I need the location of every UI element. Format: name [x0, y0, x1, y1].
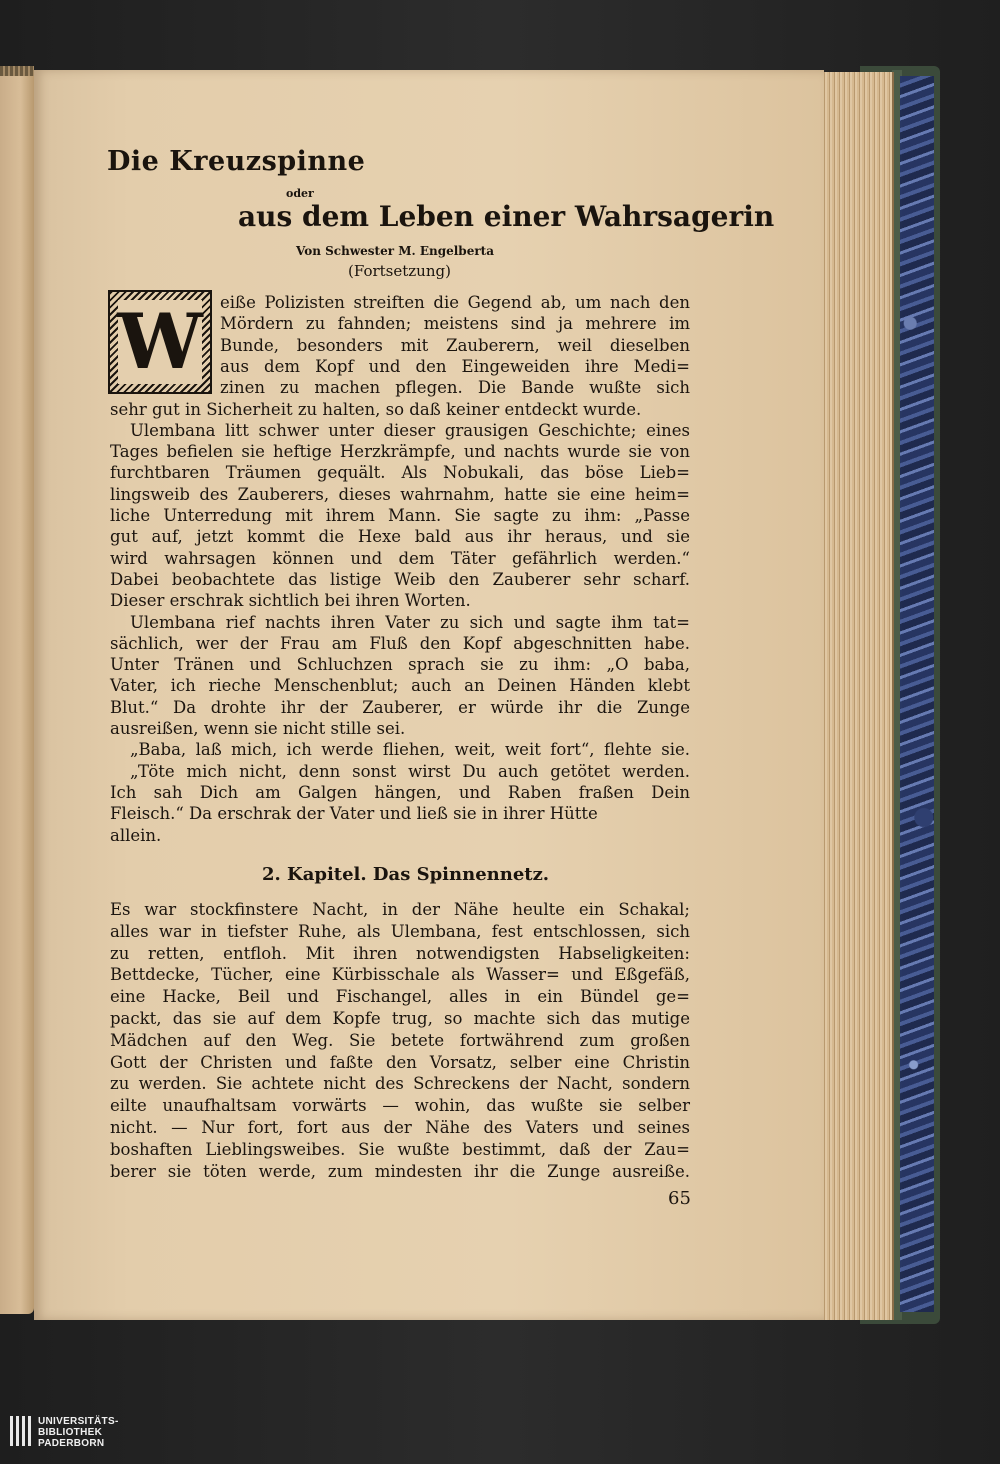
- text-line: Ich sah Dich am Galgen hängen, und Raben fraßen Dein: [110, 782, 690, 802]
- text-line: gut auf, jetzt kommt die Hexe bald aus ihr heraus, und sie: [110, 527, 690, 547]
- text-line: Gott der Christen und faßte den Vorsatz, selber eine Christin: [110, 1052, 690, 1072]
- continuation-note: (Fortsetzung): [348, 262, 451, 280]
- text-line: eine Hacke, Beil und Fischangel, alles in ein Bündel ge=: [110, 987, 690, 1007]
- text-line: zu retten, entfloh. Mit ihren notwendigsten Habseligkeiten:: [110, 943, 690, 963]
- library-logo-text: [38, 1416, 119, 1449]
- author-byline: Von Schwester M. Engelberta: [296, 244, 494, 258]
- text-line: liche Unterredung mit ihrem Mann. Sie sagte zu ihm: „Passe: [110, 506, 690, 525]
- text-line: eiße Polizisten streiften die Gegend ab, um nach den: [220, 293, 690, 312]
- text-line: eilte unaufhaltsam vorwärts — wohin, das wußte sie selber: [110, 1096, 690, 1116]
- text-line: zinen zu machen pflegen. Die Bande wußte sich: [220, 378, 690, 398]
- text-line: Ulembana rief nachts ihren Vater zu sich und sagte ihm tat=: [130, 612, 690, 632]
- text-line: alles war in tiefster Ruhe, als Ulembana, fest entschlossen, sich: [110, 921, 690, 941]
- text-line: berer sie töten werde, zum mindesten ihr die Zunge ausreiße.: [110, 1161, 690, 1181]
- left-page-edge: [0, 66, 34, 1314]
- text-line: sächlich, wer der Frau am Fluß den Kopf abgeschnitten habe.: [110, 633, 690, 653]
- text-line: „Töte mich nicht, denn sonst wirst Du auch getötet werden.: [130, 761, 690, 781]
- text-line: sehr gut in Sicherheit zu halten, so daß keiner entdeckt wurde.: [110, 399, 642, 419]
- text-line: Mördern zu fahnden; meistens sind ja mehrere im: [220, 314, 690, 334]
- text-line: allein.: [110, 825, 162, 845]
- text-line: Dieser erschrak sichtlich bei ihren Worten.: [110, 591, 471, 611]
- library-logo-line: BIBLIOTHEK: [38, 1427, 103, 1438]
- page-number: 65: [668, 1188, 691, 1209]
- text-line: Blut.“ Da drohte ihr der Zauberer, er würde ihr die Zunge: [110, 697, 690, 717]
- article-title: Die Kreuzspinne: [107, 146, 366, 177]
- text-line: Mädchen auf den Weg. Sie betete fortwährend zum großen: [110, 1030, 690, 1050]
- title-conjunction: oder: [286, 187, 314, 200]
- text-line: Dabei beobachtete das listige Weib den Zauberer sehr scharf.: [110, 569, 690, 589]
- text-line: furchtbaren Träumen gequält. Als Nobukali, das böse Lieb=: [110, 463, 690, 483]
- drop-cap: [108, 290, 212, 394]
- left-page-top-edge: [0, 66, 34, 76]
- text-line: zu werden. Sie achtete nicht des Schreckens der Nacht, sondern: [110, 1074, 690, 1094]
- text-line: Unter Tränen und Schluchzen sprach sie zu ihm: „O baba,: [110, 655, 690, 675]
- text-line: wird wahrsagen können und dem Täter gefährlich werden.“: [110, 548, 690, 568]
- text-line: ausreißen, wenn sie nicht stille sei.: [110, 719, 406, 738]
- text-line: „Baba, laß mich, ich werde fliehen, weit, weit fort“, flehte sie.: [130, 740, 690, 760]
- text-line: Vater, ich rieche Menschenblut; auch an Deinen Händen klebt: [110, 676, 690, 696]
- library-logo-bars-icon: [10, 1416, 31, 1446]
- page-block-edges: [822, 72, 894, 1320]
- text-line: nicht. — Nur fort, fort aus der Nähe des Vaters und seines: [110, 1118, 690, 1137]
- text-line: Tages befielen sie heftige Herzkrämpfe, und nachts wurde sie von: [110, 442, 690, 462]
- library-logo-line: UNIVERSITÄTS-: [38, 1416, 119, 1427]
- text-line: Bunde, besonders mit Zauberern, weil dieselben: [220, 335, 690, 355]
- drop-cap-letter: W: [117, 297, 203, 386]
- text-line: Es war stockfinstere Nacht, in der Nähe heulte ein Schakal;: [110, 900, 690, 919]
- marbled-cover: [900, 76, 934, 1312]
- chapter-heading: 2. Kapitel. Das Spinnennetz.: [262, 864, 550, 885]
- library-logo: [10, 1416, 119, 1449]
- text-line: Bettdecke, Tücher, eine Kürbisschale als Wasser= und Eßgefäß,: [110, 965, 690, 985]
- article-subtitle: aus dem Leben einer Wahrsagerin: [238, 200, 775, 233]
- text-line: boshaften Lieblingsweibes. Sie wußte bestimmt, daß der Zau=: [110, 1139, 690, 1159]
- text-line: Ulembana litt schwer unter dieser grausigen Geschichte; eines: [130, 420, 690, 440]
- library-logo-line: PADERBORN: [38, 1438, 105, 1449]
- text-line: packt, das sie auf dem Kopfe trug, so machte sich das mutige: [110, 1009, 690, 1028]
- text-line: aus dem Kopf und den Eingeweiden ihre Medi=: [220, 356, 690, 376]
- text-line: Fleisch.“ Da erschrak der Vater und ließ sie in ihrer Hütte: [110, 804, 598, 824]
- text-line: lingsweib des Zauberers, dieses wahrnahm, hatte sie eine heim=: [110, 484, 690, 504]
